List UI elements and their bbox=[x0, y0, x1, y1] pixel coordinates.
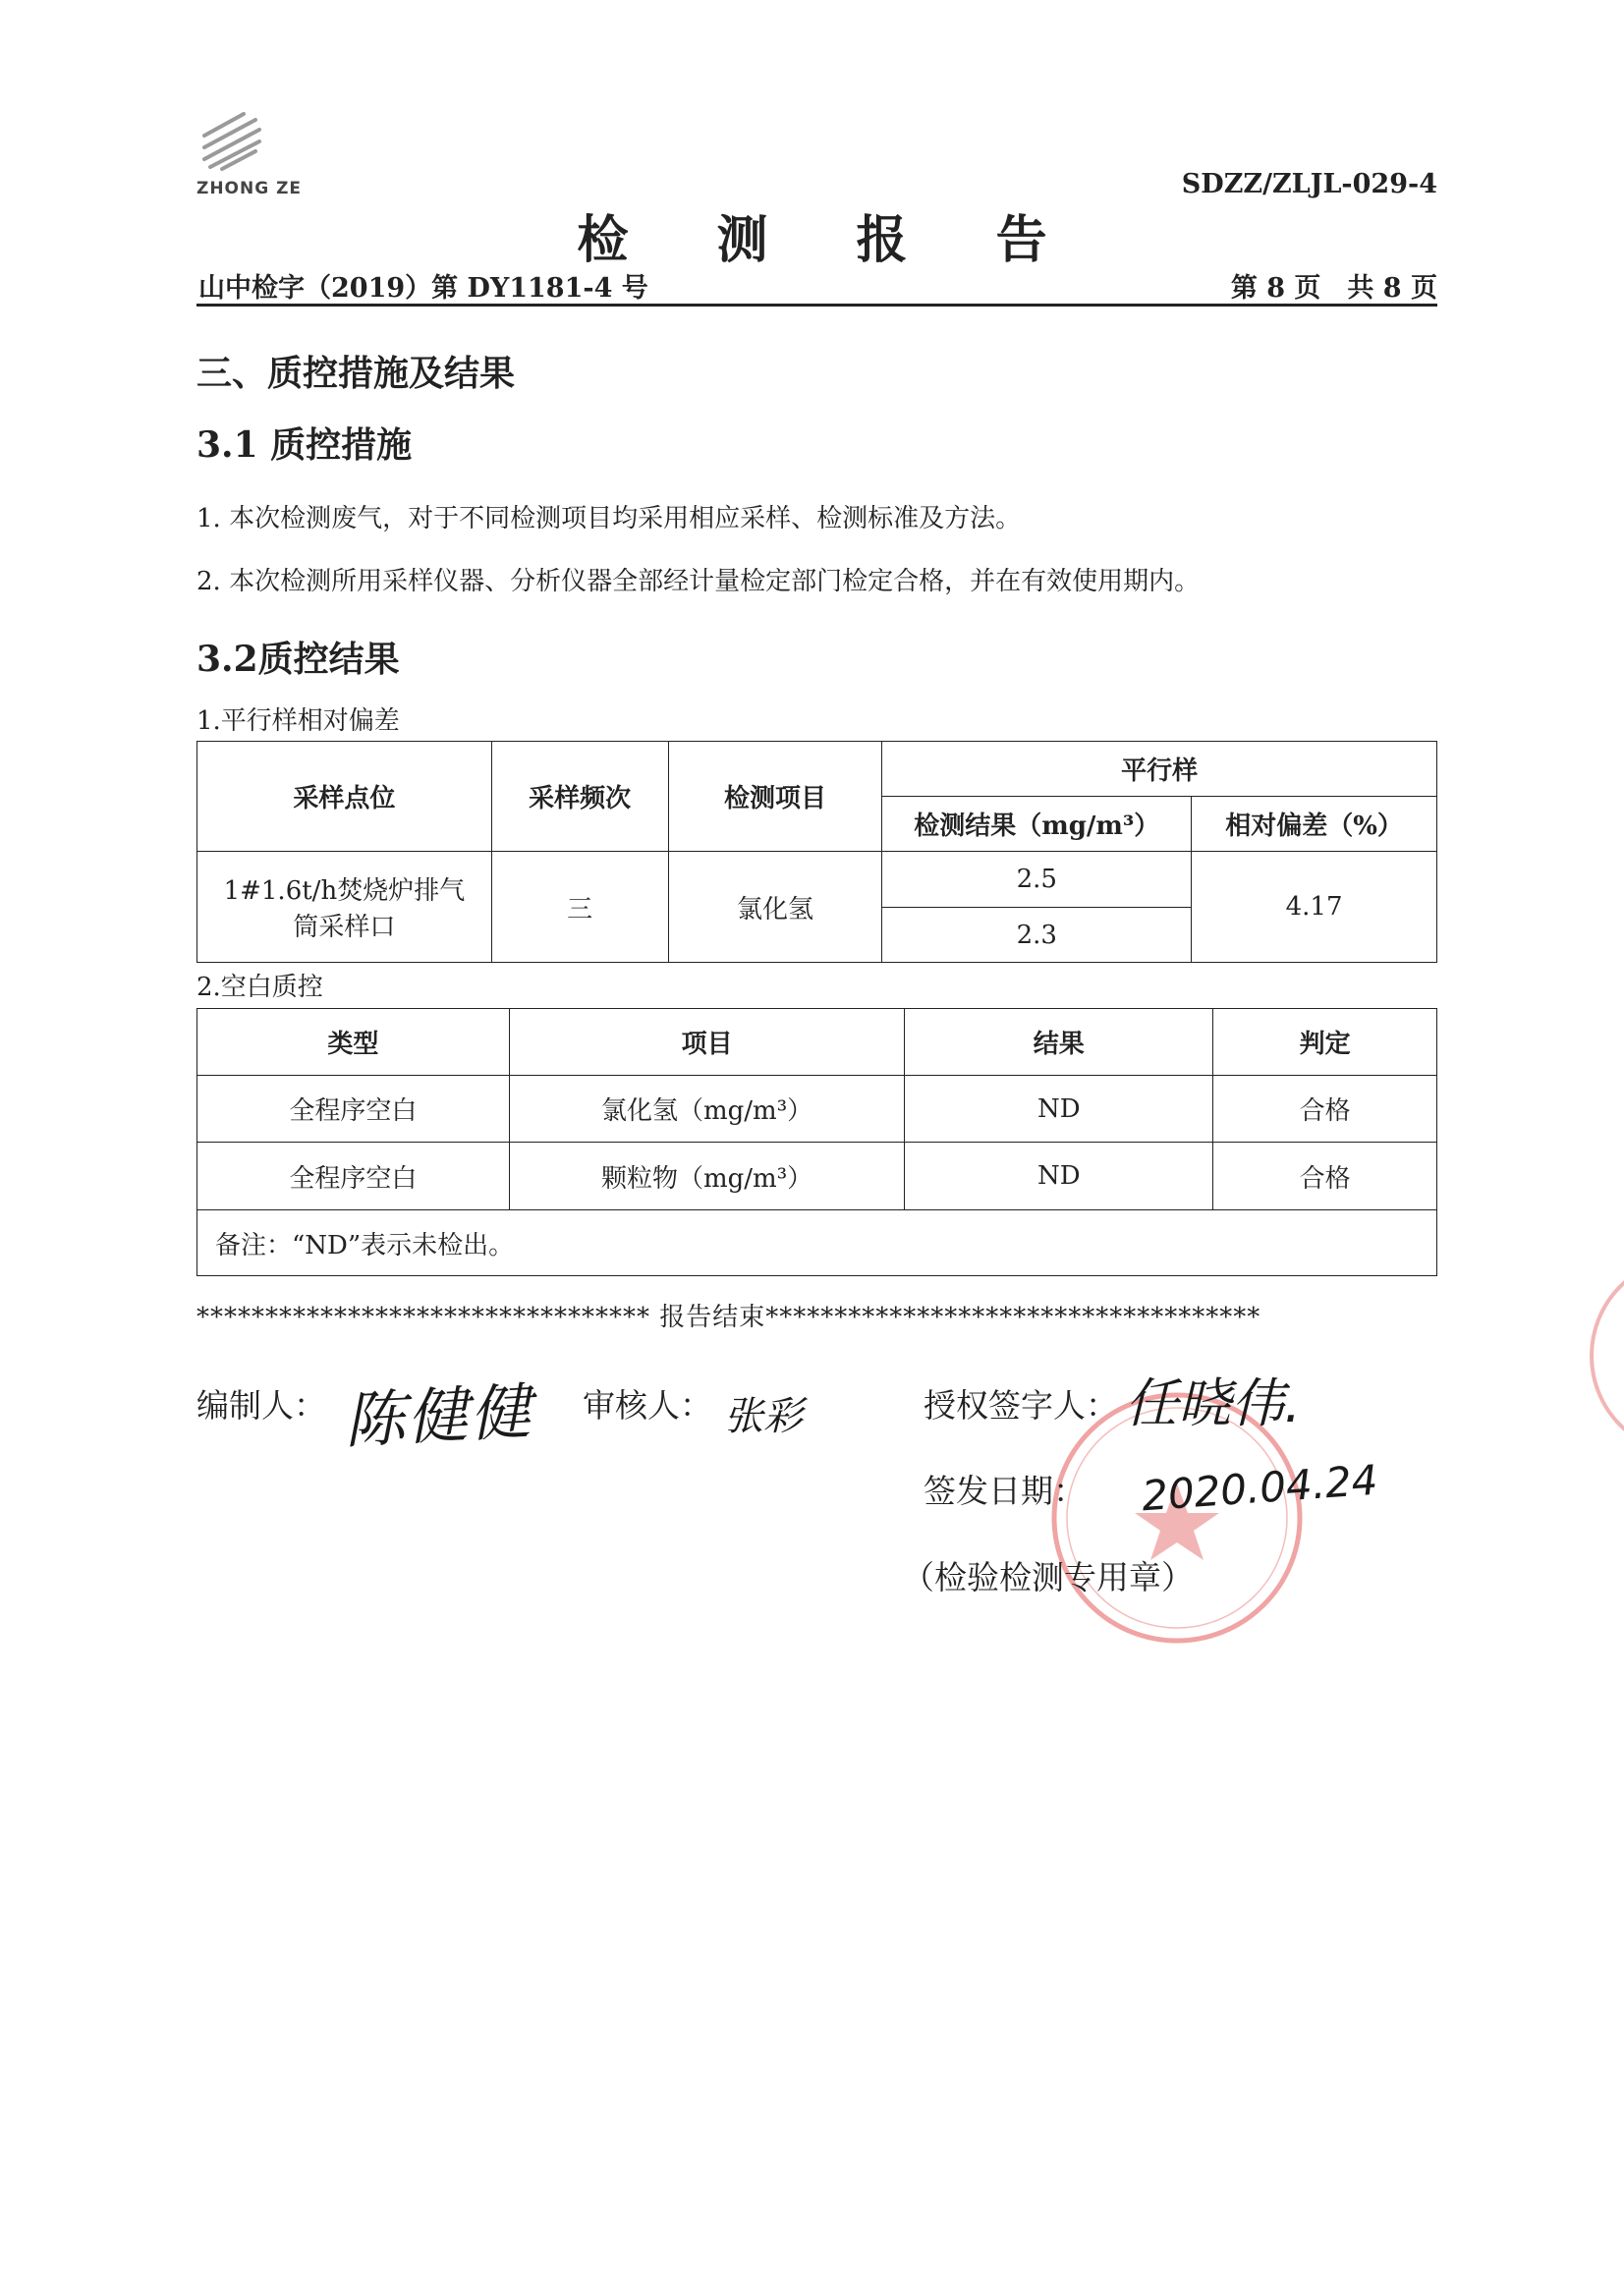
document-code: SDZZ/ZLJL-029-4 bbox=[1181, 169, 1437, 199]
reviewer-signature: 张彩 bbox=[724, 1394, 803, 1439]
header-item: 项目 bbox=[509, 1009, 905, 1076]
parallel-caption: 1.平行样相对偏差 bbox=[196, 706, 400, 736]
header-divider bbox=[196, 304, 1437, 307]
cell-test-item: 氯化氢 bbox=[668, 852, 882, 963]
partial-seal bbox=[1572, 1248, 1624, 1464]
issue-date-handwritten: 2020.04.24 bbox=[1140, 1455, 1379, 1521]
logo-text: ZHONG ZE bbox=[196, 179, 303, 198]
measure-item-1: 1. 本次检测废气，对于不同检测项目均采用相应采样、检测标准及方法。 bbox=[196, 504, 1022, 533]
approver-label: 授权签字人： bbox=[924, 1386, 1118, 1425]
report-title: 检 测 报 告 bbox=[577, 210, 1083, 270]
table-row bbox=[197, 1076, 1437, 1143]
cell-type: 全程序空白 bbox=[197, 1143, 510, 1210]
header-sampling-frequency: 采样频次 bbox=[491, 742, 668, 852]
reviewer-label: 审核人： bbox=[583, 1386, 712, 1425]
issue-date-label: 签发日期： bbox=[924, 1472, 1086, 1510]
sampling-point-line-1: 1#1.6t/h焚烧炉排气 bbox=[223, 876, 466, 906]
header-judgement: 判定 bbox=[1213, 1009, 1437, 1076]
seal-label: （检验检测专用章） bbox=[902, 1558, 1194, 1596]
header-result: 结果 bbox=[905, 1009, 1213, 1076]
table-note: 备注：“ND”表示未检出。 bbox=[197, 1210, 1437, 1276]
cell-item: 氯化氢（mg/m³） bbox=[509, 1076, 905, 1143]
report-number: 山中检字（2019）第 DY1181-4 号 bbox=[198, 273, 648, 304]
blank-caption: 2.空白质控 bbox=[196, 973, 323, 1002]
measure-item-2: 2. 本次检测所用采样仪器、分析仪器全部经计量检定部门检定合格，并在有效使用期内。 bbox=[196, 567, 1201, 596]
cell-result: ND bbox=[905, 1076, 1213, 1143]
page-number: 第 8 页 共 8 页 bbox=[1230, 273, 1437, 304]
cell-judgement: 合格 bbox=[1213, 1143, 1437, 1210]
approver-signature: 任晓伟. bbox=[1125, 1372, 1302, 1434]
header-relative-deviation: 相对偏差（%） bbox=[1192, 797, 1437, 852]
editor-signature: 陈健健 bbox=[342, 1375, 535, 1457]
header-sampling-point: 采样点位 bbox=[197, 742, 492, 852]
subsection-heading-results: 3.2质控结果 bbox=[196, 639, 400, 680]
header-parallel-sample: 平行样 bbox=[882, 742, 1437, 797]
cell-judgement: 合格 bbox=[1213, 1076, 1437, 1143]
table-row bbox=[197, 1143, 1437, 1210]
report-end-line: ********************************* 报告结束************************************ bbox=[196, 1303, 1261, 1332]
header-type: 类型 bbox=[197, 1009, 510, 1076]
header-test-result: 检测结果（mg/m³） bbox=[882, 797, 1192, 852]
cell-sampling-point bbox=[197, 852, 492, 963]
section-heading: 三、质控措施及结果 bbox=[196, 353, 516, 394]
editor-label: 编制人： bbox=[196, 1386, 326, 1425]
cell-item: 颗粒物（mg/m³） bbox=[509, 1143, 905, 1210]
cell-relative-deviation: 4.17 bbox=[1192, 852, 1437, 963]
parallel-sample-table bbox=[196, 741, 1437, 963]
cell-sampling-frequency: 三 bbox=[491, 852, 668, 963]
cell-result-1: 2.5 bbox=[882, 852, 1192, 908]
cell-result-2: 2.3 bbox=[882, 908, 1192, 963]
subsection-heading-measures: 3.1 质控措施 bbox=[196, 424, 413, 466]
sampling-point-line-2: 筒采样口 bbox=[293, 913, 396, 942]
header-test-item: 检测项目 bbox=[668, 742, 882, 852]
cell-result: ND bbox=[905, 1143, 1213, 1210]
cell-type: 全程序空白 bbox=[197, 1076, 510, 1143]
blank-control-table bbox=[196, 1008, 1437, 1276]
